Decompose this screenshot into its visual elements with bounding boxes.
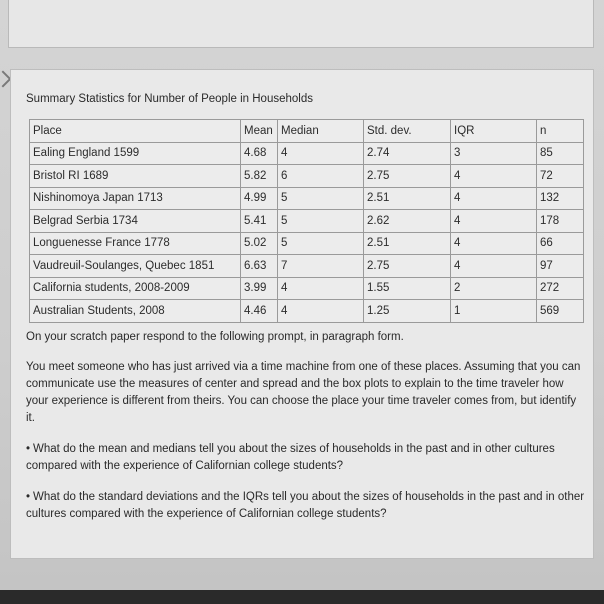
bullet-question [26,441,586,475]
cell-place: Australian Students, 2008 [30,300,241,323]
header-iqr: IQR [451,120,537,143]
cell-iqr: 4 [451,210,537,233]
cell-iqr: 4 [451,255,537,278]
cell-mean: 4.99 [241,187,278,210]
cell-mean: 3.99 [241,277,278,300]
header-place: Place [30,120,241,143]
table-row [30,232,584,255]
cell-iqr: 4 [451,187,537,210]
cell-std-dev: 2.74 [364,142,451,165]
cell-place: Vaudreuil-Soulanges, Quebec 1851 [30,255,241,278]
header-median: Median [278,120,364,143]
cell-std-dev: 2.75 [364,255,451,278]
table-title: Summary Statistics for Number of People in Households [26,93,313,105]
header-n: n [537,120,584,143]
cell-std-dev: 1.55 [364,277,451,300]
cell-std-dev: 2.51 [364,187,451,210]
cell-median: 5 [278,210,364,233]
cell-n: 85 [537,142,584,165]
cell-place: Belgrad Serbia 1734 [30,210,241,233]
table-row [30,142,584,165]
cell-std-dev: 2.62 [364,210,451,233]
bullet-icon: • [26,443,31,455]
cell-mean: 6.63 [241,255,278,278]
cell-n: 66 [537,232,584,255]
cell-place: Longuenesse France 1778 [30,232,241,255]
cell-iqr: 2 [451,277,537,300]
cell-mean: 4.68 [241,142,278,165]
cell-mean: 5.02 [241,232,278,255]
scenario-text: You meet someone who has just arrived via a time machine from one of these places. Assuming that you can communicate use the measures of center and spread and the box plots to explain to the time traveler how your experience is different from theirs. You can choose the place your time traveler comes from, but identify it. [26,361,581,424]
cell-place: Ealing England 1599 [30,142,241,165]
cell-n: 97 [537,255,584,278]
cell-median: 5 [278,187,364,210]
cell-median: 6 [278,165,364,188]
prompt-intro: On your scratch paper respond to the following prompt, in paragraph form. [26,331,404,343]
cell-median: 5 [278,232,364,255]
cell-iqr: 4 [451,232,537,255]
cell-place: Bristol RI 1689 [30,165,241,188]
cell-n: 132 [537,187,584,210]
bullet-question [26,489,586,523]
cell-std-dev: 2.51 [364,232,451,255]
cell-n: 272 [537,277,584,300]
cell-iqr: 1 [451,300,537,323]
cell-median: 4 [278,142,364,165]
cell-n: 72 [537,165,584,188]
cell-mean: 5.41 [241,210,278,233]
cell-median: 4 [278,277,364,300]
cell-std-dev: 2.75 [364,165,451,188]
cell-place: California students, 2008-2009 [30,277,241,300]
cell-mean: 5.82 [241,165,278,188]
header-mean: Mean [241,120,278,143]
bullet-icon: • [26,491,31,503]
cell-iqr: 4 [451,165,537,188]
table-row [30,300,584,323]
table-row [30,277,584,300]
cell-std-dev: 1.25 [364,300,451,323]
cell-median: 4 [278,300,364,323]
cell-n: 178 [537,210,584,233]
cell-place: Nishinomoya Japan 1713 [30,187,241,210]
table-header-row [30,120,584,143]
bullet-text: What do the mean and medians tell you about the sizes of households in the past and in other cultures compared with the experience of Californian college students? [26,443,555,472]
table-row [30,210,584,233]
header-std-dev: Std. dev. [364,120,451,143]
table-row [30,255,584,278]
cell-iqr: 3 [451,142,537,165]
bullet-text: What do the standard deviations and the IQRs tell you about the sizes of households in the past and in other cultures compared with the experience of Californian college students? [26,491,585,520]
screen-bezel [0,590,604,604]
table-row [30,187,584,210]
summary-statistics-table [29,119,584,323]
cell-mean: 4.46 [241,300,278,323]
cell-median: 7 [278,255,364,278]
table-row [30,165,584,188]
cell-n: 569 [537,300,584,323]
previous-card [8,0,594,48]
